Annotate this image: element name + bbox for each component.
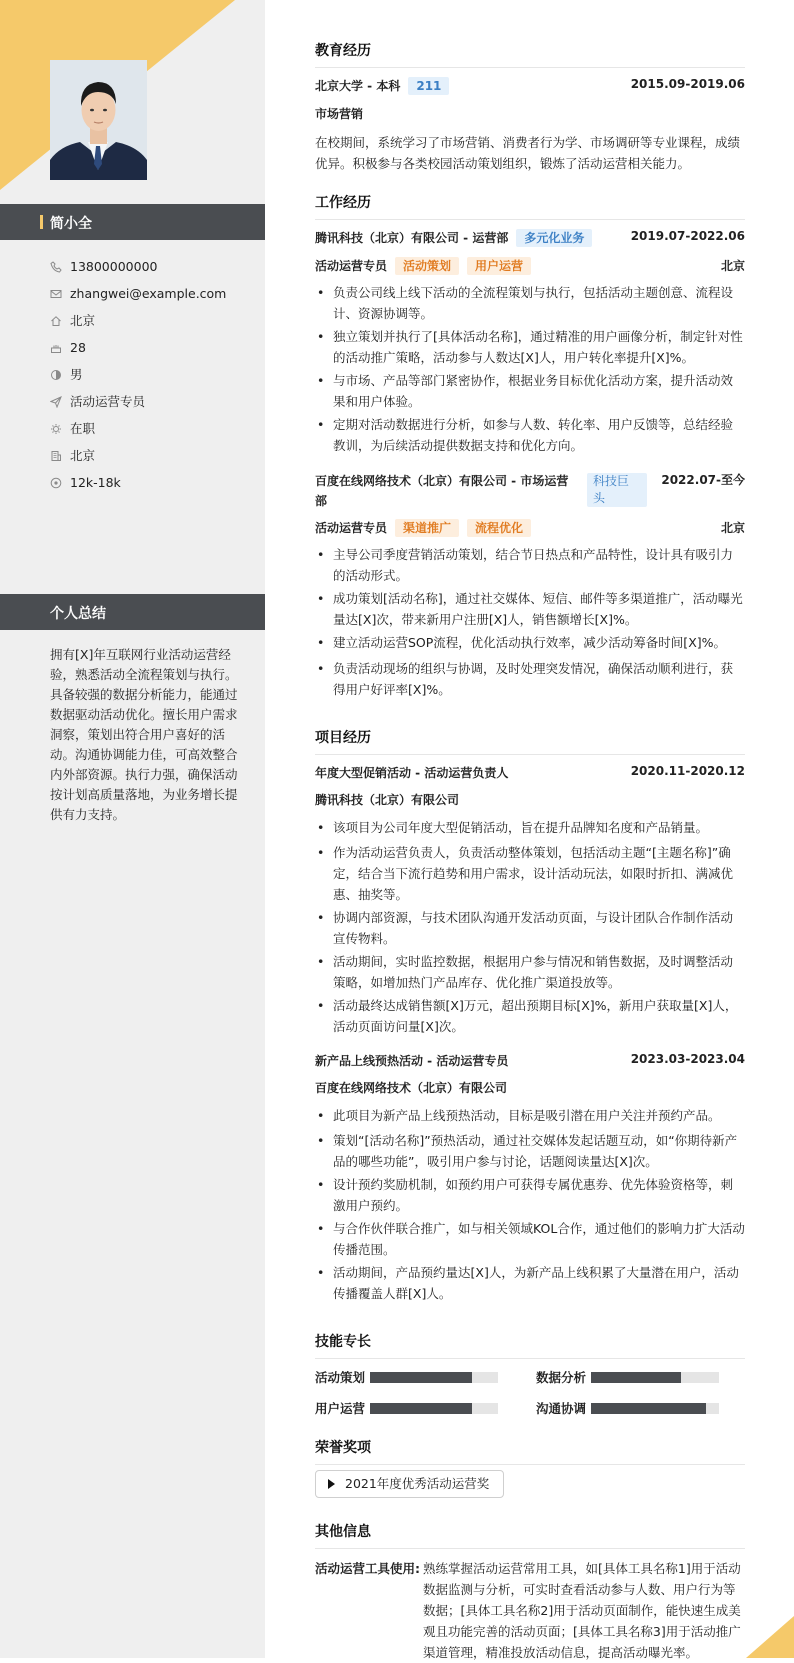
contact-phone: 13800000000	[50, 258, 260, 278]
other-title: 其他信息	[315, 1521, 745, 1549]
skill-bar	[370, 1403, 498, 1414]
cake-icon	[50, 342, 62, 354]
skill-level	[591, 1372, 681, 1383]
send-icon	[50, 396, 62, 408]
contact-city: 北京	[50, 312, 260, 332]
contact-age: 28	[50, 339, 260, 359]
job-role: 活动运营专员	[315, 521, 388, 535]
list-item: • 策划“[活动名称]”预热活动，通过社交媒体发起话题互动，如“你期待新产品的哪些功能”，吸引用户参与讨论，话题阅读量达[X]次。	[315, 1130, 745, 1172]
project-date: 2020.11-2020.12	[630, 764, 745, 778]
job-date: 2019.07-2022.06	[630, 229, 745, 243]
award-item[interactable]	[315, 1470, 504, 1498]
other-label: 活动运营工具使用:	[315, 1561, 420, 1576]
list-item: • 此项目为新产品上线预热活动，目标是吸引潜在用户关注并预约产品。	[315, 1105, 745, 1126]
role-tag: 渠道推广	[395, 519, 459, 537]
project-header	[315, 764, 745, 784]
list-item: • 独立策划并执行了[具体活动名称]，通过精准的用户画像分析，制定针对性的活动推广策略，活动参与人数达[X]人，用户转化率提升[X]%。	[315, 326, 745, 368]
list-item: • 活动最终达成销售额[X]万元，超出预期目标[X]%，新用户获取量[X]人，活动页面访问量[X]次。	[315, 995, 745, 1037]
skill-bar	[591, 1372, 719, 1383]
name-accent-bar	[40, 215, 43, 229]
status-icon	[50, 423, 62, 435]
contact-email: zhangwei@example.com	[50, 285, 260, 305]
job-role-row	[315, 257, 745, 277]
list-item: • 成功策划[活动名称]，通过社交媒体、短信、邮件等多渠道推广，活动曝光量达[X]次，带来新用户注册[X]人，销售额增长[X]%。	[315, 588, 745, 630]
role-tag: 活动策划	[395, 257, 459, 275]
job-header	[315, 471, 745, 511]
list-item: • 主导公司季度营销活动策划，结合节日热点和产品特性，设计具有吸引力的活动形式。	[315, 544, 745, 586]
job-header	[315, 229, 745, 249]
candidate-name: 简小全	[50, 216, 92, 232]
list-item: • 定期对活动数据进行分析，如参与人数、转化率、用户反馈等，总结经验教训，为后续活动提供数据支持和优化方向。	[315, 414, 745, 456]
other-value: 熟练掌握活动运营常用工具，如[具体工具名称1]用于活动数据监测与分析，可实时查看活动参与人数、用户行为等数据；[具体工具名称2]用于活动页面制作，能快速生成美观且功能完善的活动页面；[具体工具名称3]用于活动推广渠道管理，精准投放活动信息，提高活动曝光率。	[423, 1561, 741, 1660]
list-item: • 与市场、产品等部门紧密协作，根据业务目标优化活动方案，提升活动效果和用户体验。	[315, 370, 745, 412]
skill-name: 用户运营	[315, 1401, 366, 1416]
company-tag: 多元化业务	[516, 229, 592, 247]
contact-position: 活动运营专员	[50, 393, 260, 413]
job-role-row	[315, 519, 745, 539]
list-item: • 与合作伙伴联合推广，如与相关领域KOL合作，通过他们的影响力扩大活动传播范围。	[315, 1218, 745, 1260]
job-location: 北京	[720, 521, 745, 535]
home-icon	[50, 315, 62, 327]
job-location: 北京	[720, 259, 745, 273]
gender-icon	[50, 369, 62, 381]
school-name: 北京大学 - 本科	[315, 79, 401, 93]
sidebar	[0, 0, 265, 1658]
education-header	[315, 77, 745, 97]
skill-bar	[591, 1403, 719, 1414]
phone-icon	[50, 261, 62, 273]
profile-photo	[50, 60, 147, 180]
company-name: 腾讯科技（北京）有限公司 - 运营部	[315, 231, 509, 245]
company-tag: 科技巨 头	[587, 473, 647, 507]
skill-bar	[370, 1372, 498, 1383]
list-item: • 建立活动运营SOP流程，优化活动执行效率，减少活动筹备时间[X]%。	[315, 632, 745, 653]
list-item: • 设计预约奖励机制，如预约用户可获得专属优惠券、优先体验资格等，刺激用户预约。	[315, 1174, 745, 1216]
skills-title: 技能专长	[315, 1331, 745, 1359]
awards-title: 荣誉奖项	[315, 1437, 745, 1465]
projects-title: 项目经历	[315, 727, 745, 755]
list-item: • 该项目为公司年度大型促销活动，旨在提升品牌知名度和产品销量。	[315, 817, 745, 838]
job-role: 活动运营专员	[315, 259, 388, 273]
role-tag: 流程优化	[467, 519, 531, 537]
list-item: • 负责活动现场的组织与协调，及时处理突发情况，确保活动顺利进行，获得用户好评率[X]%。	[315, 658, 745, 700]
summary-text: 拥有[X]年互联网行业活动运营经验，熟悉活动全流程策划与执行。具备较强的数据分析能力，能通过数据驱动活动优化。擅长用户需求洞察，策划出符合用户喜好的活动。沟通协调能力佳，可高效整合内外部资源。执行力强，确保活动按计划高质量落地，为业务增长提供有力支持。	[50, 647, 238, 822]
list-item: • 活动期间，实时监控数据，根据用户参与情况和销售数据，及时调整活动策略，如增加热门产品库存、优化推广渠道投放等。	[315, 951, 745, 993]
skill-level	[370, 1372, 472, 1383]
education-major: 市场营销	[315, 107, 364, 121]
project-company: 腾讯科技（北京）有限公司	[315, 793, 460, 807]
money-icon	[50, 477, 62, 489]
project-company: 百度在线网络技术（北京）有限公司	[315, 1081, 508, 1095]
education-date: 2015.09-2019.06	[630, 77, 745, 91]
skill-level	[591, 1403, 706, 1414]
list-item: • 活动期间，产品预约量达[X]人，为新产品上线积累了大量潜在用户，活动传播覆盖人群[X]人。	[315, 1262, 745, 1304]
role-tag: 用户运营	[467, 257, 531, 275]
education-title: 教育经历	[315, 40, 745, 68]
project-header	[315, 1052, 745, 1072]
skill-name: 活动策划	[315, 1370, 366, 1385]
contact-status: 在职	[50, 420, 260, 440]
company-name: 百度在线网络技术（北京）有限公司 - 市场运营 部	[315, 474, 569, 508]
project-name: 新产品上线预热活动 - 活动运营专员	[315, 1054, 509, 1068]
contact-work-city: 北京	[50, 447, 260, 467]
summary-bar	[0, 594, 265, 630]
decorative-corner-triangle	[746, 1616, 794, 1658]
award-name: 2021年度优秀活动运营奖	[345, 1476, 490, 1491]
skill-name: 数据分析	[536, 1370, 587, 1385]
play-icon	[328, 1479, 335, 1489]
skill-level	[370, 1403, 472, 1414]
list-item: • 协调内部资源，与技术团队沟通开发活动页面，与设计团队合作制作活动宣传物料。	[315, 907, 745, 949]
school-tag: 211	[408, 77, 449, 95]
contact-salary: 12k-18k	[50, 474, 260, 494]
mail-icon	[50, 288, 62, 300]
job-date: 2022.07-至今	[661, 473, 745, 487]
project-name: 年度大型促销活动 - 活动运营负责人	[315, 766, 509, 780]
skill-name: 沟通协调	[536, 1401, 587, 1416]
contact-gender: 男	[50, 366, 260, 386]
summary-title: 个人总结	[50, 606, 106, 622]
name-bar	[0, 204, 265, 240]
education-description: 在校期间，系统学习了市场营销、消费者行为学、市场调研等专业课程，成绩优异。积极参与各类校园活动策划组织，锻炼了活动运营相关能力。	[315, 135, 741, 171]
list-item: • 作为活动运营负责人，负责活动整体策划，包括活动主题“[主题名称]”确定，结合当下流行趋势和用户需求，设计活动玩法，如限时折扣、满减优惠、抽奖等。	[315, 842, 745, 905]
work-title: 工作经历	[315, 192, 745, 220]
list-item: • 负责公司线上线下活动的全流程策划与执行，包括活动主题创意、流程设计、资源协调等。	[315, 282, 745, 324]
project-date: 2023.03-2023.04	[630, 1052, 745, 1066]
building-icon	[50, 450, 62, 462]
